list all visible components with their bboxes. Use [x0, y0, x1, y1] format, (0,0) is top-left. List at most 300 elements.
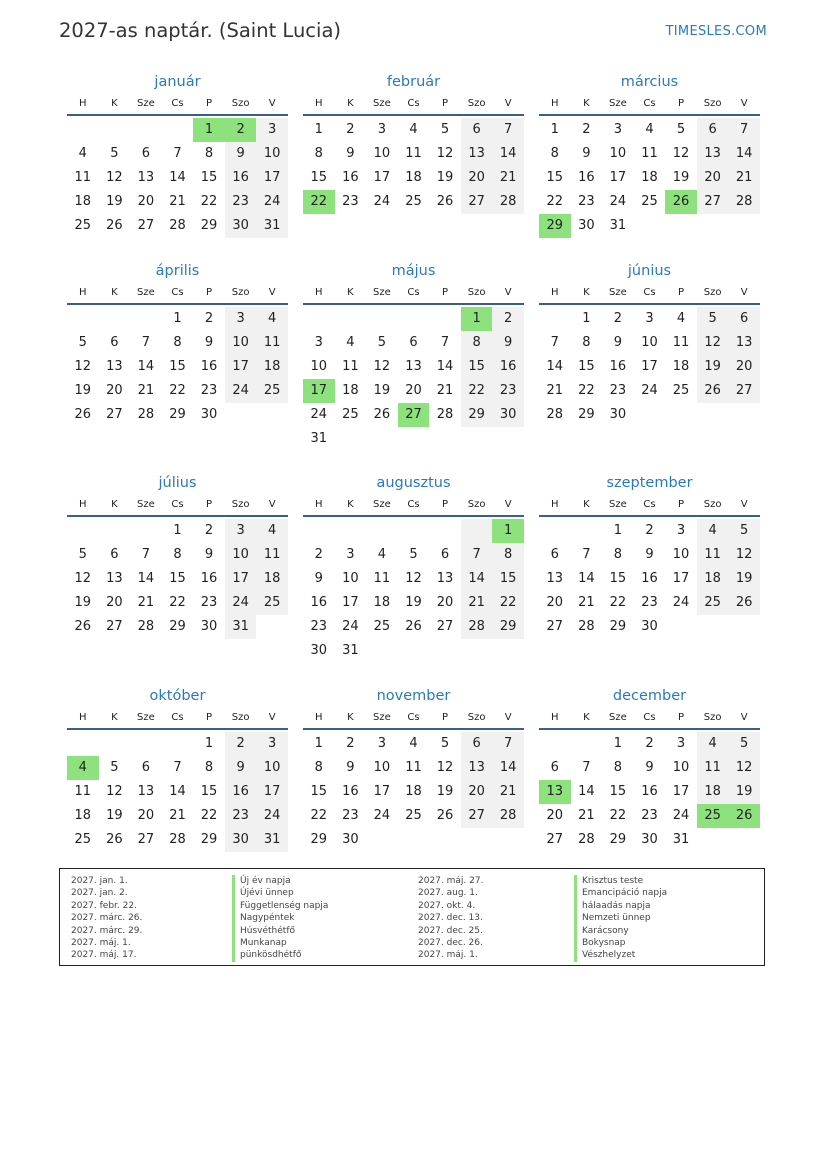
weekday-label: H — [79, 711, 87, 723]
weekday-label: Szo — [467, 97, 486, 109]
day-cell: 9 — [645, 760, 654, 775]
day-cell: 6 — [550, 760, 559, 775]
day-cell: 10 — [609, 146, 627, 161]
day-cell: 31 — [225, 615, 257, 639]
month-6 — [539, 261, 760, 427]
day-cell: 6 — [461, 118, 493, 142]
empty-day-cell — [256, 403, 288, 427]
month-name: május — [391, 263, 436, 279]
day-cell: 8 — [582, 335, 591, 350]
day-cell: 24 — [256, 804, 288, 828]
holiday-day-cell: 27 — [398, 403, 430, 427]
day-cell: 7 — [173, 760, 182, 775]
day-cell: 19 — [728, 780, 760, 804]
weekday-label: P — [206, 286, 213, 298]
day-cell: 1 — [173, 523, 182, 538]
day-cell: 30 — [578, 218, 595, 233]
day-cell: 15 — [310, 170, 328, 185]
day-cell: 3 — [225, 519, 257, 543]
day-cell: 15 — [461, 355, 493, 379]
month-10 — [67, 686, 288, 852]
day-cell: 20 — [728, 355, 760, 379]
legend-column — [418, 875, 483, 962]
legend-date: 2027. aug. 1. — [418, 888, 478, 899]
day-cell: 30 — [310, 643, 328, 658]
day-cell: 22 — [546, 194, 564, 209]
day-cell: 20 — [106, 595, 123, 610]
day-cell: 6 — [550, 547, 559, 562]
month-5 — [303, 261, 524, 451]
day-cell: 20 — [106, 383, 123, 398]
legend-holiday-name: Húsvéthétfő — [232, 925, 328, 937]
day-cell: 7 — [550, 335, 559, 350]
empty-day-cell — [99, 519, 131, 543]
empty-day-cell — [99, 307, 131, 331]
empty-day-cell — [67, 118, 99, 142]
weekday-label: Sze — [609, 711, 627, 723]
empty-day-cell — [728, 403, 760, 427]
day-cell: 16 — [641, 571, 658, 586]
day-cell: 17 — [641, 359, 658, 374]
legend-holiday-name: Vészhelyzet — [574, 949, 667, 961]
day-cell: 27 — [137, 832, 155, 847]
day-cell: 27 — [461, 190, 493, 214]
day-cell: 29 — [578, 407, 595, 422]
day-cell: 4 — [346, 335, 355, 350]
empty-day-cell — [697, 615, 729, 639]
weekday-label: Sze — [137, 97, 155, 109]
empty-day-cell — [130, 732, 162, 756]
month-name: december — [612, 688, 687, 704]
empty-day-cell — [697, 214, 729, 238]
day-cell: 11 — [405, 760, 422, 775]
weekday-label: Cs — [643, 711, 656, 723]
day-cell: 2 — [645, 523, 654, 538]
legend-holiday-name: Emancipáció napja — [574, 887, 667, 899]
brand-logo-text[interactable]: TIMESLES.COM — [665, 24, 767, 39]
day-cell: 13 — [728, 331, 760, 355]
weekday-label: H — [551, 711, 559, 723]
day-cell: 18 — [74, 194, 92, 209]
month-name: január — [154, 74, 201, 90]
day-cell: 4 — [409, 736, 418, 751]
empty-day-cell — [162, 732, 194, 756]
day-cell: 14 — [137, 571, 155, 586]
weekday-header — [67, 493, 288, 517]
day-cell: 10 — [256, 142, 288, 166]
legend-date: 2027. dec. 26. — [418, 937, 483, 948]
day-cell: 1 — [173, 311, 182, 326]
day-cell: 4 — [78, 146, 87, 161]
day-cell: 24 — [256, 190, 288, 214]
day-cell: 5 — [697, 307, 729, 331]
day-cell: 20 — [137, 194, 155, 209]
day-cell: 31 — [256, 214, 288, 238]
weekday-label: P — [206, 97, 213, 109]
weekday-label: K — [111, 97, 118, 109]
day-cell: 26 — [728, 591, 760, 615]
day-cell: 4 — [377, 547, 387, 562]
day-cell: 12 — [74, 359, 92, 374]
day-cell: 16 — [342, 170, 359, 185]
day-cell: 15 — [609, 784, 627, 799]
day-grid — [67, 732, 288, 852]
day-cell: 3 — [346, 547, 355, 562]
day-cell: 23 — [492, 379, 524, 403]
day-cell: 18 — [256, 567, 288, 591]
month-name: április — [155, 263, 200, 279]
weekday-label: K — [583, 711, 590, 723]
day-cell: 18 — [697, 567, 729, 591]
day-cell: 18 — [342, 383, 359, 398]
empty-day-cell — [571, 732, 603, 756]
page-title: 2027-as naptár. (Saint Lucia) — [59, 19, 342, 42]
day-cell: 24 — [373, 808, 391, 823]
weekday-label: Cs — [407, 711, 420, 723]
holiday-day-cell: 29 — [539, 214, 571, 238]
day-cell: 5 — [440, 122, 450, 137]
legend-holiday-name: Bokysnap — [574, 937, 667, 949]
day-cell: 17 — [256, 780, 288, 804]
day-cell: 7 — [492, 118, 524, 142]
day-cell: 24 — [310, 407, 328, 422]
month-4 — [67, 261, 288, 427]
weekday-label: H — [551, 97, 559, 109]
weekday-label: K — [111, 286, 118, 298]
day-cell: 16 — [310, 595, 328, 610]
day-cell: 7 — [141, 547, 151, 562]
day-cell: 1 — [613, 736, 623, 751]
weekday-label: K — [347, 498, 354, 510]
day-cell: 25 — [405, 808, 422, 823]
empty-day-cell — [539, 307, 571, 331]
day-cell: 28 — [728, 190, 760, 214]
day-cell: 18 — [405, 784, 422, 799]
weekday-label: Szo — [467, 498, 486, 510]
empty-day-cell — [697, 828, 729, 852]
day-cell: 26 — [106, 832, 123, 847]
day-cell: 14 — [578, 571, 595, 586]
weekday-label: Szo — [231, 711, 250, 723]
day-cell: 26 — [697, 379, 729, 403]
day-cell: 30 — [492, 403, 524, 427]
month-9 — [539, 473, 760, 639]
day-cell: 8 — [173, 335, 182, 350]
day-cell: 3 — [225, 307, 257, 331]
day-cell: 4 — [645, 122, 654, 137]
day-cell: 3 — [645, 311, 654, 326]
day-cell: 15 — [169, 571, 186, 586]
day-cell: 11 — [256, 543, 288, 567]
day-cell: 24 — [225, 591, 257, 615]
day-cell: 14 — [578, 784, 595, 799]
day-cell: 22 — [578, 383, 595, 398]
day-cell: 1 — [582, 311, 591, 326]
day-cell: 2 — [645, 736, 654, 751]
day-cell: 10 — [373, 146, 391, 161]
weekday-label: Sze — [609, 97, 627, 109]
day-cell: 20 — [405, 383, 422, 398]
holiday-day-cell: 26 — [665, 190, 697, 214]
day-cell: 23 — [225, 804, 257, 828]
day-cell: 19 — [74, 595, 92, 610]
day-cell: 24 — [672, 595, 690, 610]
day-cell: 14 — [137, 359, 155, 374]
day-cell: 22 — [310, 808, 328, 823]
day-cell: 13 — [461, 142, 493, 166]
weekday-label: H — [315, 498, 323, 510]
day-cell: 22 — [169, 595, 186, 610]
day-cell: 29 — [200, 218, 218, 233]
day-cell: 7 — [440, 335, 450, 350]
day-cell: 24 — [225, 379, 257, 403]
day-cell: 19 — [436, 784, 454, 799]
empty-day-cell — [461, 519, 493, 543]
weekday-header — [67, 92, 288, 116]
day-cell: 6 — [141, 760, 151, 775]
day-cell: 19 — [405, 595, 422, 610]
day-cell: 31 — [310, 431, 328, 446]
weekday-label: H — [315, 286, 323, 298]
weekday-label: H — [79, 286, 87, 298]
weekday-label: P — [442, 498, 449, 510]
day-cell: 30 — [200, 619, 218, 634]
empty-day-cell — [303, 519, 335, 543]
day-cell: 20 — [461, 780, 493, 804]
day-cell: 28 — [436, 407, 454, 422]
weekday-label: H — [551, 498, 559, 510]
day-cell: 12 — [436, 760, 454, 775]
weekday-label: V — [504, 286, 512, 298]
day-cell: 21 — [728, 166, 760, 190]
day-cell: 8 — [314, 760, 323, 775]
empty-day-cell — [398, 307, 430, 331]
day-cell: 18 — [672, 359, 690, 374]
month-name: szeptember — [606, 475, 693, 491]
day-cell: 21 — [578, 595, 595, 610]
weekday-header — [539, 493, 760, 517]
day-cell: 11 — [405, 146, 422, 161]
weekday-label: K — [583, 286, 590, 298]
day-cell: 17 — [373, 784, 391, 799]
day-cell: 10 — [342, 571, 359, 586]
day-cell: 4 — [697, 519, 729, 543]
day-cell: 24 — [342, 619, 359, 634]
legend-holiday-name: Újévi ünnep — [232, 887, 328, 899]
day-cell: 26 — [436, 808, 454, 823]
day-cell: 19 — [373, 383, 391, 398]
weekday-label: Sze — [609, 498, 627, 510]
day-cell: 9 — [582, 146, 591, 161]
day-cell: 5 — [377, 335, 387, 350]
legend-holiday-name: Karácsony — [574, 925, 667, 937]
day-cell: 11 — [342, 359, 359, 374]
legend-date: 2027. máj. 17. — [71, 950, 137, 961]
month-12 — [539, 686, 760, 852]
day-cell: 25 — [373, 619, 391, 634]
day-cell: 19 — [74, 383, 92, 398]
day-cell: 25 — [342, 407, 359, 422]
day-cell: 6 — [461, 732, 493, 756]
weekday-header — [303, 706, 524, 730]
empty-day-cell — [492, 639, 524, 663]
day-cell: 12 — [728, 543, 760, 567]
day-cell: 14 — [169, 170, 186, 185]
day-cell: 10 — [310, 359, 328, 374]
day-cell: 2 — [314, 547, 323, 562]
day-cell: 22 — [461, 379, 493, 403]
day-cell: 20 — [436, 595, 454, 610]
day-cell: 23 — [641, 595, 658, 610]
day-cell: 21 — [436, 383, 454, 398]
holiday-day-cell: 13 — [539, 780, 571, 804]
month-name: július — [158, 475, 197, 491]
empty-day-cell — [461, 427, 493, 451]
day-cell: 17 — [225, 355, 257, 379]
weekday-label: P — [206, 711, 213, 723]
legend-date: 2027. okt. 4. — [418, 900, 476, 911]
day-cell: 17 — [225, 567, 257, 591]
day-cell: 26 — [436, 194, 454, 209]
day-cell: 19 — [106, 194, 123, 209]
weekday-label: V — [268, 97, 276, 109]
day-cell: 2 — [225, 732, 257, 756]
empty-day-cell — [398, 519, 430, 543]
day-grid — [539, 307, 760, 427]
legend-holiday-name: hálaadás napja — [574, 900, 667, 912]
day-cell: 4 — [676, 311, 686, 326]
day-grid — [539, 519, 760, 639]
weekday-label: V — [740, 97, 748, 109]
empty-day-cell — [665, 403, 697, 427]
day-cell: 27 — [106, 619, 123, 634]
day-cell: 10 — [373, 760, 391, 775]
month-2 — [303, 72, 524, 214]
month-name: június — [627, 263, 672, 279]
empty-day-cell — [539, 732, 571, 756]
day-cell: 28 — [578, 619, 595, 634]
day-cell: 8 — [492, 543, 524, 567]
day-cell: 5 — [78, 335, 87, 350]
weekday-label: V — [740, 498, 748, 510]
day-cell: 11 — [74, 784, 92, 799]
day-cell: 6 — [110, 547, 119, 562]
day-cell: 3 — [676, 523, 686, 538]
day-cell: 21 — [492, 780, 524, 804]
weekday-label: P — [678, 711, 685, 723]
day-cell: 27 — [697, 190, 729, 214]
day-cell: 8 — [204, 760, 214, 775]
day-cell: 15 — [200, 784, 218, 799]
day-cell: 3 — [377, 122, 387, 137]
day-grid — [303, 307, 524, 451]
day-cell: 23 — [225, 190, 257, 214]
empty-day-cell — [335, 519, 367, 543]
empty-day-cell — [99, 118, 131, 142]
day-cell: 21 — [461, 591, 493, 615]
weekday-label: V — [740, 711, 748, 723]
empty-day-cell — [398, 427, 430, 451]
day-cell: 12 — [373, 359, 391, 374]
day-cell: 18 — [697, 780, 729, 804]
legend-column — [574, 875, 667, 962]
day-cell: 1 — [613, 523, 623, 538]
legend-date: 2027. jan. 1. — [71, 876, 128, 886]
day-cell: 30 — [225, 214, 257, 238]
empty-day-cell — [728, 828, 760, 852]
day-cell: 9 — [314, 571, 323, 586]
day-cell: 2 — [613, 311, 623, 326]
weekday-label: Sze — [373, 498, 391, 510]
day-cell: 16 — [578, 170, 595, 185]
month-11 — [303, 686, 524, 852]
empty-day-cell — [665, 615, 697, 639]
day-cell: 15 — [310, 784, 328, 799]
day-cell: 2 — [492, 307, 524, 331]
day-cell: 1 — [204, 736, 214, 751]
legend-date: 2027. márc. 26. — [71, 913, 143, 924]
day-cell: 15 — [492, 567, 524, 591]
day-cell: 1 — [314, 736, 323, 751]
day-cell: 28 — [546, 407, 564, 422]
day-cell: 25 — [697, 591, 729, 615]
day-cell: 21 — [578, 808, 595, 823]
day-cell: 17 — [672, 571, 690, 586]
empty-day-cell — [539, 519, 571, 543]
weekday-header — [303, 92, 524, 116]
day-cell: 12 — [672, 146, 690, 161]
day-cell: 10 — [256, 756, 288, 780]
day-cell: 18 — [256, 355, 288, 379]
legend-date: 2027. máj. 1. — [418, 950, 478, 961]
day-cell: 16 — [200, 359, 218, 374]
day-cell: 16 — [492, 355, 524, 379]
weekday-label: K — [111, 498, 118, 510]
empty-day-cell — [366, 519, 398, 543]
holiday-day-cell: 17 — [303, 379, 335, 403]
day-cell: 30 — [641, 619, 658, 634]
day-cell: 29 — [169, 407, 186, 422]
empty-day-cell — [665, 214, 697, 238]
day-cell: 20 — [697, 166, 729, 190]
weekday-label: P — [442, 97, 449, 109]
day-cell: 18 — [641, 170, 658, 185]
empty-day-cell — [634, 214, 666, 238]
empty-day-cell — [67, 732, 99, 756]
day-cell: 23 — [310, 619, 328, 634]
day-cell: 6 — [728, 307, 760, 331]
empty-day-cell — [67, 307, 99, 331]
day-cell: 24 — [373, 194, 391, 209]
day-cell: 28 — [169, 832, 186, 847]
day-cell: 30 — [200, 407, 218, 422]
day-cell: 28 — [137, 407, 155, 422]
legend-date: 2027. máj. 1. — [71, 937, 131, 948]
weekday-label: P — [206, 498, 213, 510]
day-cell: 31 — [256, 828, 288, 852]
day-cell: 18 — [405, 170, 422, 185]
day-cell: 8 — [314, 146, 323, 161]
day-cell: 17 — [342, 595, 359, 610]
day-cell: 3 — [613, 122, 623, 137]
day-grid — [539, 732, 760, 852]
legend-holiday-name: Függetlenség napja — [232, 900, 328, 912]
day-cell: 19 — [672, 170, 690, 185]
weekday-label: Cs — [171, 711, 184, 723]
day-cell: 3 — [676, 736, 686, 751]
holiday-day-cell: 4 — [67, 756, 99, 780]
empty-day-cell — [461, 639, 493, 663]
